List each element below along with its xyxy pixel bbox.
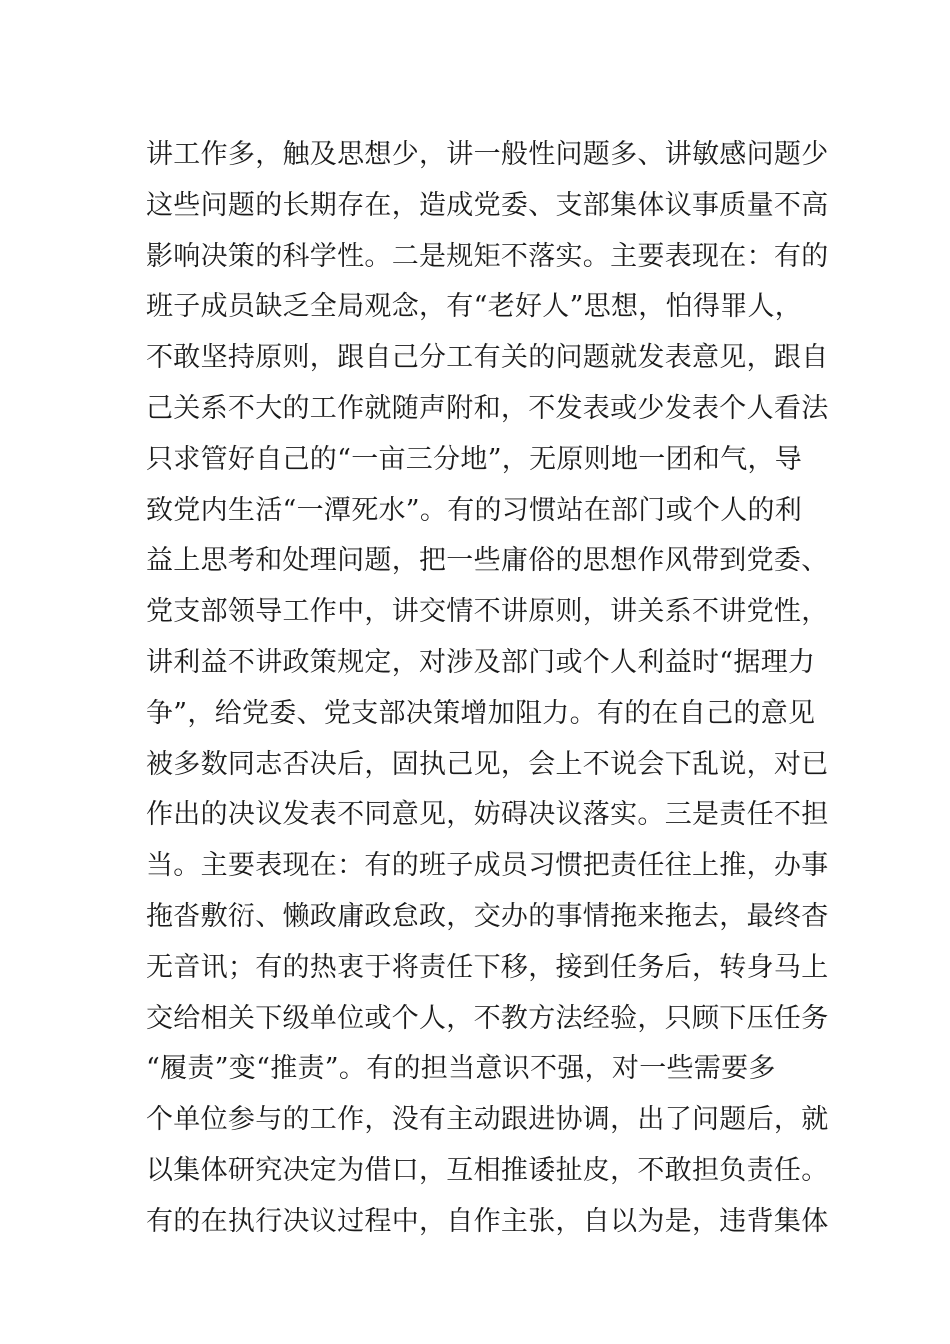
- text-line: 有的在执行决议过程中，自作主张，自以为是，违背集体: [146, 1205, 829, 1237]
- text-line: 拖沓敷衍、懒政庸政怠政，交办的事情拖来拖去，最终杳: [146, 900, 829, 932]
- text-line: 讲工作多，触及思想少，讲一般性问题多、讲敏感问题少: [146, 139, 829, 170]
- text-line: 只求管好自己的“一亩三分地”，无原则地一团和气，导: [146, 443, 803, 475]
- text-line: 不敢坚持原则，跟自己分工有关的问题就发表意见，跟自: [146, 342, 829, 374]
- text-line: 交给相关下级单位或个人，不教方法经验，只顾下压任务: [146, 1002, 829, 1034]
- text-line: 己关系不大的工作就随声附和，不发表或少发表个人看法: [146, 392, 829, 424]
- text-line: “履责”变“推责”。有的担当意识不强，对一些需要多: [146, 1053, 776, 1085]
- body-text: [146, 130, 829, 1248]
- text-line: 无音讯；有的热衷于将责任下移，接到任务后，转身马上: [146, 951, 829, 983]
- text-line: 班子成员缺乏全局观念，有“老好人”思想，怕得罪人，: [146, 291, 803, 323]
- text-line: 影响决策的科学性。二是规矩不落实。主要表现在：有的: [146, 240, 829, 272]
- text-line: 作出的决议发表不同意见，妨碍决议落实。三是责任不担: [146, 799, 829, 831]
- text-line: 争”，给党委、党支部决策增加阻力。有的在自己的意见: [146, 697, 816, 729]
- text-line: 个单位参与的工作，没有主动跟进协调，出了问题后，就: [146, 1104, 829, 1136]
- text-line: 当。主要表现在：有的班子成员习惯把责任往上推，办事: [146, 850, 829, 882]
- text-line: 党支部领导工作中，讲交情不讲原则，讲关系不讲党性，: [146, 596, 829, 628]
- text-line: 致党内生活“一潭死水”。有的习惯站在部门或个人的利: [146, 494, 803, 526]
- text-line: 被多数同志否决后，固执己见，会上不说会下乱说，对已: [146, 748, 829, 780]
- text-line: 讲利益不讲政策规定，对涉及部门或个人利益时“据理力: [146, 646, 816, 678]
- text-line: 以集体研究决定为借口，互相推诿扯皮，不敢担负责任。: [146, 1154, 829, 1186]
- text-line: 益上思考和处理问题，把一些庸俗的思想作风带到党委、: [146, 545, 829, 577]
- text-line: 这些问题的长期存在，造成党委、支部集体议事质量不高: [146, 189, 829, 221]
